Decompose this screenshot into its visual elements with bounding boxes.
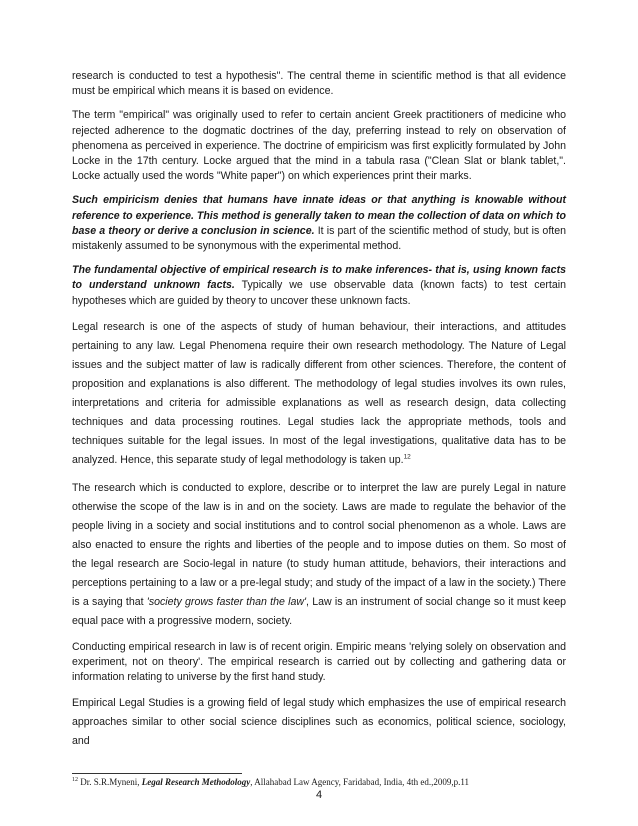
paragraph-5: Legal research is one of the aspects of study of human behaviour, their interactions, and attitudes pertaining to any law. Legal Phenomena require their own research methodology. The Nature of Legal issues and the subject matter of law is radically different from other sciences. Therefore, the content of proposition and explanations is also different. The methodology of legal studies involves its own rules, interpretations and criteria for admissible explanations as well as research design, data collecting techniques and data processing routines. Legal studies lack the appropriate methods, tools and techniques suitable for the legal issues. In most of the legal investigations, qualitative data has to be analyzed. Hence, this separate study of legal methodology is taken up.$^{12}$	[72, 320, 566, 466]
paragraph-1: research is conducted to test a hypothesis". The central theme in scientific method is that all evidence must be empirical which means it is based on evidence.	[72, 70, 566, 98]
body-text	[72, 69, 566, 760]
paragraph-4: The fundamental objective of empirical research is to make inferences- that is, using known facts to understand unknown facts. Typically we use observable data (known facts) to test certain hypotheses which are guided by theory to uncover these unknown facts.	[72, 264, 567, 307]
emphasis-text: Such empiricism denies that humans have innate ideas or that anything is knowable without reference to experience. This method is generally taken to mean the collection of data on which to base a theory or derive a conclusion in science.	[72, 194, 566, 237]
paragraph-6: The research which is conducted to explore, describe or to interpret the law are purely Legal in nature otherwise the scope of the law is in and on the society. Laws are made to regulate the behavior of the people living in a society and social institutions and to control social phenomenon as a whole. Laws are also enacted to ensure the rights and liberties of the people and to impose duties on them. So most of the legal research are Socio-legal in nature (to study human attitude, behaviors, their interactions and perceptions pertaining to a law or a pre-legal study; and study of the impact of a law in the society.) There is a saying that 'society grows faster than the law', Law is an instrument of social change so it must keep equal pace with a progressive modern, society.	[72, 481, 567, 627]
paragraph-3: Such empiricism denies that humans have innate ideas or that anything is knowable without reference to experience. This method is generally taken to mean the collection of data on which to base a theory or derive a conclusion in science. It is part of the scientific method of study, but is often mistakenly assumed to be synonymous with the experimental method.	[72, 194, 566, 253]
footnote-book-title: Legal Research Methodology	[141, 777, 251, 787]
paragraph-8: Empirical Legal Studies is a growing field of legal study which emphasizes the use of empirical research approaches similar to other social science disciplines such as economics, political science, sociology, and	[72, 697, 566, 748]
paragraph-2: The term "empirical" was originally used to refer to certain ancient Greek practitioners of medicine who rejected adherence to the dogmatic doctrines of the day, preferring instead to rely on observation of phenomena as perceived in experience. The doctrine of empiricism was first explicitly formulated by John Locke in the 17th century. Locke argued that the mind in a tabula rasa ("Clean Slat or blank tablet,". Locke actually used the words "White paper") on which experiences print their marks.	[72, 109, 566, 183]
paragraph-7: Conducting empirical research in law is of recent origin. Empiric means 'relying solely on observation and experiment, not on theory'. The empirical research is carried out by collecting and gathering data or information relating to universe by the first hand study.	[72, 640, 566, 684]
footnote-reference: 12	[403, 453, 411, 461]
page-number: 4	[315, 789, 323, 801]
footnote-number: 12	[72, 777, 78, 783]
emphasis-text: The fundamental objective of empirical research is to make inferences- that is, using known facts to understand unknown facts.	[72, 264, 566, 292]
quoted-saying: 'society grows faster than the law'	[146, 595, 307, 608]
footnote-divider	[72, 773, 242, 774]
footnote: $^{12}$ Dr. S.R.Myneni, Legal Research Methodology, Allahabad Law Agency, Faridabad, India, 4th ed.,2009,p.11	[72, 777, 470, 787]
